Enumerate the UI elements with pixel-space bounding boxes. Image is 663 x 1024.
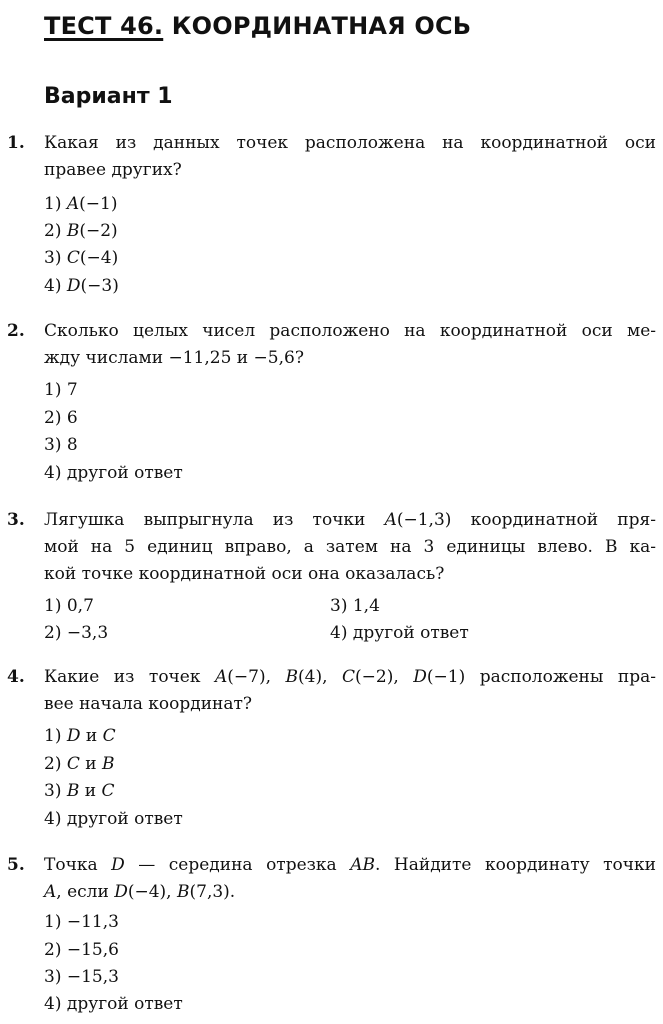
answer-option-3: 3) B и C <box>44 781 115 801</box>
answer-option-1: 1) −11,3 <box>44 912 119 932</box>
answer-option-2: 2) −3,3 <box>44 623 109 643</box>
answer-option-1: 1) A(−1) <box>44 194 118 214</box>
answer-option-1: 1) 0,7 <box>44 596 94 616</box>
test-number: ТЕСТ 46. <box>44 12 164 40</box>
answer-option-4: 4) D(−3) <box>44 276 119 296</box>
question-line: Лягушка выпрыгнула из точки A(−1,3) координатной пря- <box>44 510 656 530</box>
question-number: 5. <box>7 855 25 875</box>
question-line: Точка D — середина отрезка AB. Найдите координату точки <box>44 855 656 875</box>
question-line: Какие из точек A(−7), B(4), C(−2), D(−1) расположены пра- <box>44 667 656 687</box>
question-number: 1. <box>7 133 25 153</box>
question-number: 4. <box>7 667 25 687</box>
question-line: мой на 5 единиц вправо, а затем на 3 единицы влево. В ка- <box>44 537 656 557</box>
question-number: 2. <box>7 321 25 341</box>
answer-option-1: 1) 7 <box>44 380 78 400</box>
answer-option-4: 4) другой ответ <box>44 809 183 829</box>
question-line: Сколько целых чисел расположено на координатной оси ме- <box>44 321 656 341</box>
answer-option-2: 2) C и B <box>44 754 115 774</box>
question-text <box>44 664 656 718</box>
question-line: жду числами −11,25 и −5,6? <box>44 348 304 368</box>
question-text <box>44 507 656 588</box>
answer-option-3: 3) 1,4 <box>330 596 380 616</box>
answer-option-1: 1) D и C <box>44 726 116 746</box>
question-line: A, если D(−4), B(7,3). <box>44 882 236 902</box>
answer-option-4: 4) другой ответ <box>330 623 469 643</box>
question-text <box>44 130 656 184</box>
answer-option-2: 2) 6 <box>44 408 78 428</box>
question-line: кой точке координатной оси она оказалась? <box>44 564 445 584</box>
question-line: Какая из данных точек расположена на координатной оси <box>44 133 656 153</box>
answer-option-3: 3) C(−4) <box>44 248 119 268</box>
question-text <box>44 852 656 906</box>
answer-option-4: 4) другой ответ <box>44 463 183 483</box>
question-number: 3. <box>7 510 25 530</box>
answer-option-2: 2) −15,6 <box>44 940 119 960</box>
question-line: правее других? <box>44 160 182 180</box>
variant-heading: Вариант 1 <box>44 84 173 109</box>
answer-option-3: 3) −15,3 <box>44 967 119 987</box>
question-line: вее начала координат? <box>44 694 253 714</box>
test-title <box>44 12 471 40</box>
question-text <box>44 318 656 372</box>
answer-option-3: 3) 8 <box>44 435 78 455</box>
test-topic: КООРДИНАТНАЯ ОСЬ <box>171 12 472 40</box>
answer-option-4: 4) другой ответ <box>44 994 183 1014</box>
answer-option-2: 2) B(−2) <box>44 221 118 241</box>
